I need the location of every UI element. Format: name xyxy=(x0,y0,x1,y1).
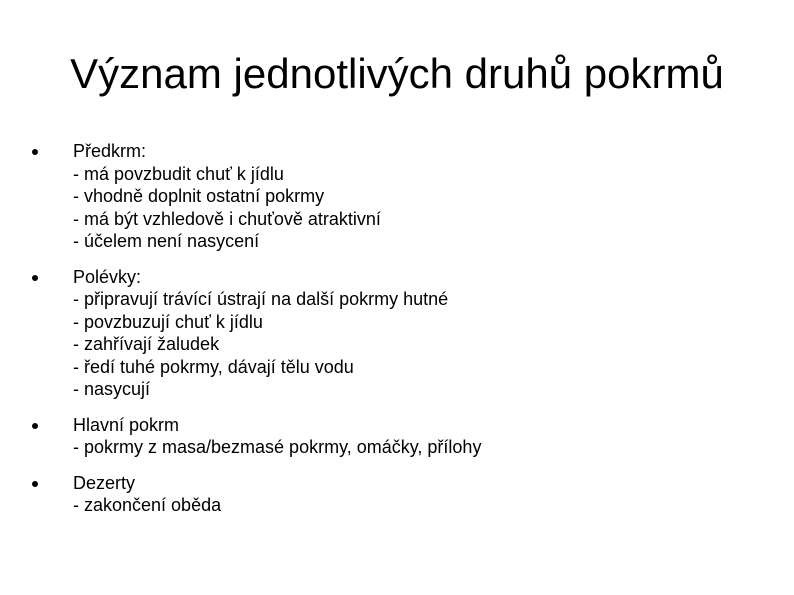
bullet-item-polevky xyxy=(30,266,770,401)
bullet-item-hlavni-pokrm xyxy=(30,414,770,459)
bullet-line: - pokrmy z masa/bezmasé pokrmy, omáčky, přílohy xyxy=(73,437,482,457)
bullet-line: - připravují trávící ústrají na další pokrmy hutné xyxy=(73,289,449,309)
bullet-heading: Dezerty xyxy=(73,472,136,493)
bullet-line: - má být vzhledově i chuťově atraktivní xyxy=(73,208,381,229)
bullet-line: - má povzbudit chuť k jídlu xyxy=(73,163,284,184)
bullet-heading: Polévky: xyxy=(73,266,142,287)
bullet-item-predkrm xyxy=(30,140,770,253)
bullet-dot-icon xyxy=(32,423,38,429)
bullet-line: - ředí tuhé pokrmy, dávají tělu vodu xyxy=(73,356,354,377)
bullet-item-dezerty xyxy=(30,472,770,517)
bullet-line: - účelem není nasycení xyxy=(73,231,260,251)
bullet-list xyxy=(30,140,770,530)
bullet-line: - povzbuzují chuť k jídlu xyxy=(73,311,263,332)
bullet-line: - zakončení oběda xyxy=(73,495,222,515)
slide-title: Význam jednotlivých druhů pokrmů xyxy=(70,50,724,97)
bullet-line: - vhodně doplnit ostatní pokrmy xyxy=(73,186,325,206)
bullet-line: - nasycují xyxy=(73,379,151,399)
bullet-heading: Hlavní pokrm xyxy=(73,414,180,435)
bullet-dot-icon xyxy=(32,481,38,487)
bullet-heading: Předkrm: xyxy=(73,141,147,161)
bullet-dot-icon xyxy=(32,149,38,155)
bullet-line: - zahřívají žaludek xyxy=(73,334,220,354)
bullet-dot-icon xyxy=(32,275,38,281)
